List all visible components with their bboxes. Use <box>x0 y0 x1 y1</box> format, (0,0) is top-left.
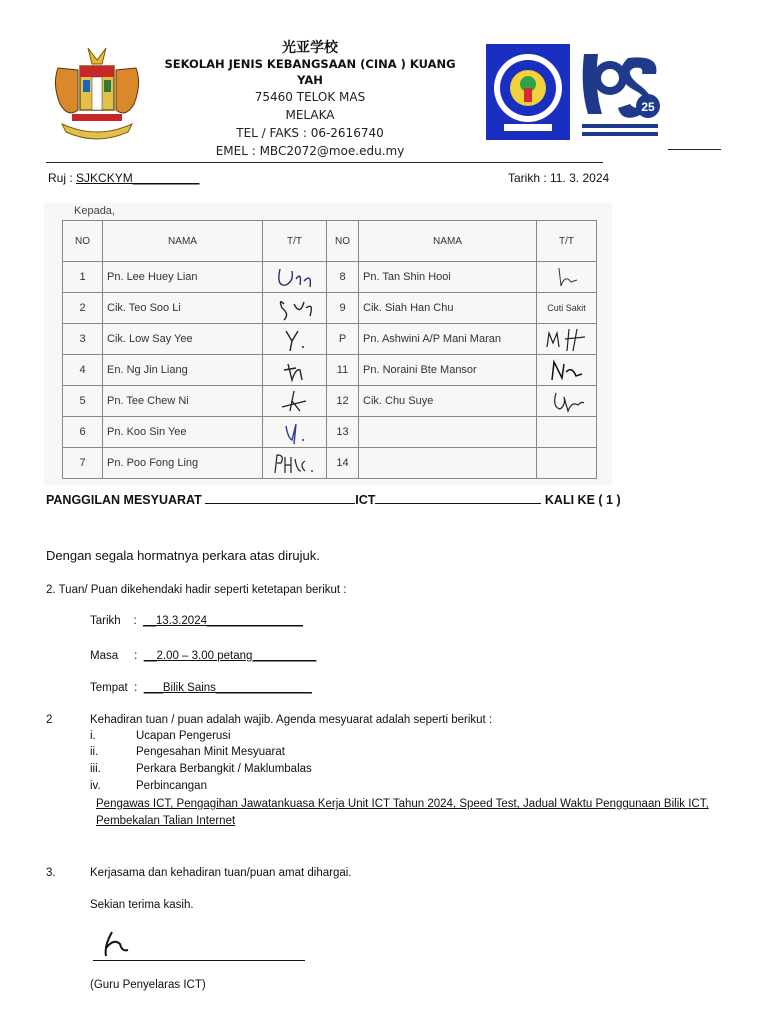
teacher-name <box>359 448 537 479</box>
signature-mark <box>263 355 327 386</box>
teacher-name: Pn. Noraini Bte Mansor <box>359 355 537 386</box>
signature-empty <box>537 417 597 448</box>
meeting-subject: ICT <box>355 493 376 507</box>
header-no: NO <box>63 221 103 262</box>
signature-mark <box>537 386 597 417</box>
agenda-text: Perkara Berbangkit / Maklumbalas <box>136 763 312 775</box>
teacher-name: Pn. Lee Huey Lian <box>103 262 263 293</box>
agenda-text: Perbincangan <box>136 780 207 792</box>
reference-label: Ruj : <box>48 171 77 185</box>
reference-number <box>48 171 199 185</box>
signature-mark <box>537 262 597 293</box>
teacher-name <box>359 417 537 448</box>
agenda-text: Pengesahan Minit Mesyuarat <box>136 746 285 758</box>
reference-value: SJKCKYM__________ <box>76 171 200 185</box>
address-line-1: 75460 TELOK MAS <box>254 90 366 104</box>
teacher-name: Pn. Tan Shin Hooi <box>359 262 537 293</box>
agenda-numeral: iv. <box>90 780 101 792</box>
meeting-venue-value: ___Bilik Sains_______________ <box>143 682 312 694</box>
header-no-2: NO <box>327 221 359 262</box>
signature-empty <box>537 448 597 479</box>
signature-mark <box>263 324 327 355</box>
header-tt: T/T <box>263 221 327 262</box>
teacher-name: Cik. Chu Suye <box>359 386 537 417</box>
row-number: 3 <box>63 324 103 355</box>
agenda-numeral: ii. <box>90 746 99 758</box>
signature-mark <box>537 355 597 386</box>
header-divider-right <box>668 149 721 150</box>
teacher-name: Cik. Low Say Yee <box>103 324 263 355</box>
attendance-table <box>62 220 597 479</box>
agenda-text: Ucapan Pengerusi <box>136 730 231 742</box>
row-number: 4 <box>63 355 103 386</box>
section-2-text: Kehadiran tuan / puan adalah wajib. Agenda mesyuarat adalah seperti berikut : <box>90 714 493 726</box>
table-row <box>63 324 597 355</box>
teacher-name: Pn. Koo Sin Yee <box>103 417 263 448</box>
row-number: 1 <box>63 262 103 293</box>
meeting-time-row <box>90 650 316 662</box>
row-number: 9 <box>327 293 359 324</box>
meeting-date-value: __13.3.2024_______________ <box>143 615 303 627</box>
leave-status: Cuti Sakit <box>537 293 597 324</box>
header-nama-2: NAMA <box>359 221 537 262</box>
teacher-name: Cik. Siah Han Chu <box>359 293 537 324</box>
meeting-venue-row <box>90 682 312 694</box>
table-row <box>63 386 597 417</box>
teacher-name: Pn. Poo Fong Ling <box>103 448 263 479</box>
phone-fax: TEL / FAKS : 06-2616740 <box>236 126 384 140</box>
table-row <box>63 293 597 324</box>
discussion-topics-line-2: Pembekalan Talian Internet <box>96 815 236 827</box>
row-number: 5 <box>63 386 103 417</box>
row-number: 8 <box>327 262 359 293</box>
meeting-date-row <box>90 615 303 627</box>
table-header-row <box>63 221 597 262</box>
header-nama: NAMA <box>103 221 263 262</box>
signature-mark <box>263 262 327 293</box>
meeting-time-value: __2.00 – 3.00 petang__________ <box>143 650 317 662</box>
discussion-topics <box>96 796 716 830</box>
attendance-instruction: 2. Tuan/ Puan dikehendaki hadir seperti ketetapan berikut : <box>46 584 347 596</box>
header-divider <box>46 162 603 163</box>
row-number: 11 <box>327 355 359 386</box>
header-tt-2: T/T <box>537 221 597 262</box>
section-2-number: 2 <box>46 714 53 726</box>
signature-mark <box>263 293 327 324</box>
meeting-time-label: Masa : <box>90 650 144 662</box>
agenda-numeral: i. <box>90 730 96 742</box>
signature-mark <box>263 386 327 417</box>
row-number: 14 <box>327 448 359 479</box>
section-3-number: 3. <box>46 867 56 879</box>
teacher-name: En. Ng Jin Liang <box>103 355 263 386</box>
addressee-label: Kepada, <box>74 205 115 217</box>
row-number: 7 <box>63 448 103 479</box>
teacher-name: Pn. Tee Chew Ni <box>103 386 263 417</box>
meeting-label: PANGGILAN MESYUARAT <box>46 493 202 507</box>
school-logo <box>486 44 570 140</box>
blank-line <box>205 492 355 504</box>
row-number: 13 <box>327 417 359 448</box>
coat-of-arms-logo <box>48 44 146 146</box>
table-row <box>63 355 597 386</box>
row-number: 6 <box>63 417 103 448</box>
signatory-role: (Guru Penyelaras ICT) <box>90 979 206 991</box>
table-row <box>63 448 597 479</box>
teacher-name: Cik. Teo Soo Li <box>103 293 263 324</box>
greeting-text: Dengan segala hormatnya perkara atas dirujuk. <box>46 548 320 563</box>
closing-text: Sekian terima kasih. <box>90 899 194 911</box>
signature-line <box>93 960 305 961</box>
section-3-text: Kerjasama dan kehadiran tuan/puan amat dihargai. <box>90 867 352 879</box>
agenda-numeral: iii. <box>90 763 101 775</box>
letter-date: Tarikh : 11. 3. 2024 <box>508 171 610 185</box>
signature-mark <box>263 417 327 448</box>
meeting-venue-label: Tempat : <box>90 682 144 694</box>
signature-mark <box>263 448 327 479</box>
row-number: P <box>327 324 359 355</box>
row-number: 12 <box>327 386 359 417</box>
meeting-date-label: Tarikh : <box>90 615 144 627</box>
table-row <box>63 262 597 293</box>
discussion-topics-line-1: Pengawas ICT, Pengagihan Jawatankuasa Kerja Unit ICT Tahun 2024, Speed Test, Jadual Waktu Penggunaan Bilik ICT, <box>96 798 709 810</box>
meeting-title <box>46 492 621 507</box>
row-number: 2 <box>63 293 103 324</box>
meeting-session: KALI KE ( 1 ) <box>544 493 621 507</box>
blank-line <box>375 492 541 504</box>
anniversary-25-logo <box>578 44 662 140</box>
badge-number: 25 <box>641 100 655 114</box>
school-letterhead <box>150 40 470 160</box>
address-line-2: MELAKA <box>285 108 335 122</box>
school-chinese-name: 光亚学校 <box>282 40 338 56</box>
school-name: SEKOLAH JENIS KEBANGSAAN (CINA ) KUANG YAH <box>164 57 456 87</box>
teacher-name: Pn. Ashwini A/P Mani Maran <box>359 324 537 355</box>
signature-mark <box>537 324 597 355</box>
email-address: EMEL : MBC2072@moe.edu.my <box>215 144 405 158</box>
table-row <box>63 417 597 448</box>
